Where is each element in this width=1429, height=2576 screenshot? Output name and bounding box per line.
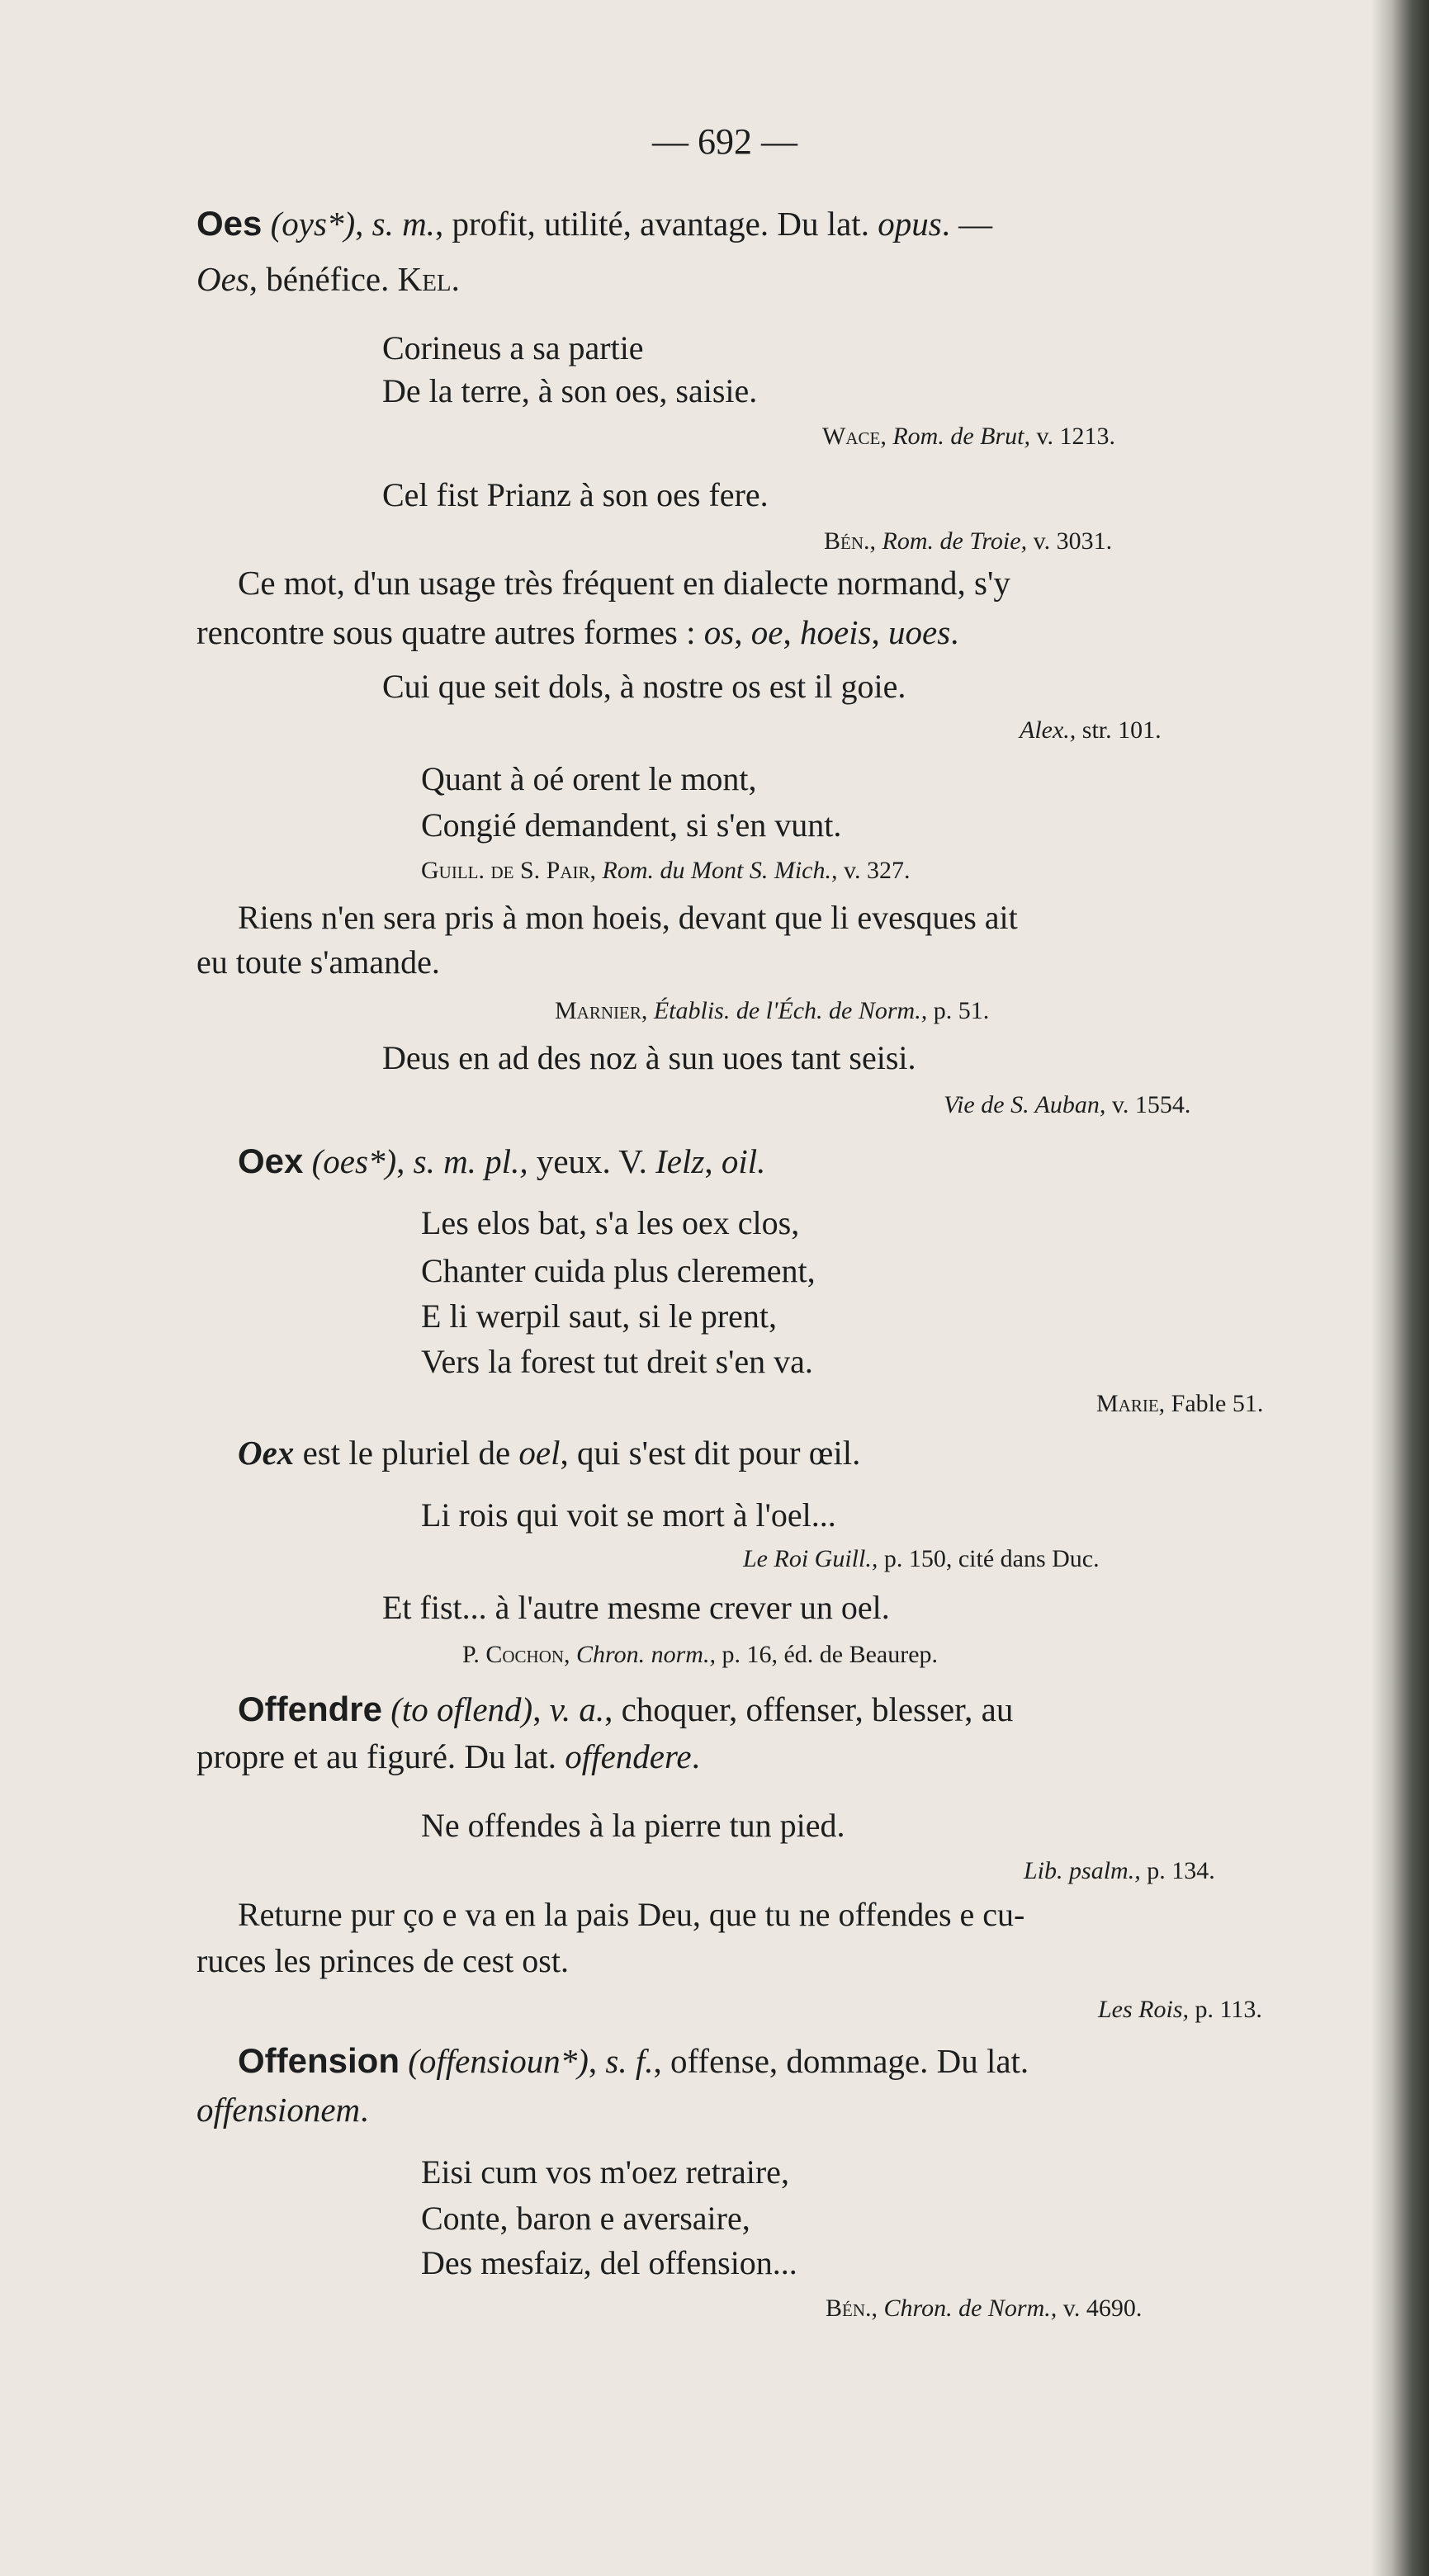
definition: profit, utilité, avantage. Du lat. — [452, 205, 869, 243]
quote-line: Cel fist Prianz à son oes fere. — [382, 476, 769, 513]
variant: Oes — [196, 260, 249, 298]
quote-line: Les elos bat, s'a les oex clos, — [421, 1204, 800, 1241]
quote-line: Chanter cuida plus clerement, — [421, 1252, 816, 1289]
entry-oes-line2 — [196, 262, 460, 296]
pronunciation: (offensioun*) — [408, 2042, 589, 2080]
quote-line: Eisi cum vos m'oez retraire, — [421, 2153, 789, 2191]
quote-line: Conte, baron e aversaire, — [421, 2200, 750, 2237]
pronunciation: (oys*) — [270, 205, 356, 243]
quote-line: Li rois qui voit se mort à l'oel... — [421, 1496, 836, 1534]
citation: Guill. de S. Pair, Rom. du Mont S. Mich., v. 327. — [421, 857, 911, 884]
etymon: opus — [878, 205, 942, 243]
citation: Alex., str. 101. — [1020, 716, 1162, 744]
citation: Bén., Rom. de Troie, v. 3031. — [824, 527, 1113, 555]
quote-line: De la terre, à son oes, saisie. — [382, 372, 758, 409]
quote-line: Quant à oé orent le mont, — [421, 760, 757, 797]
entry-oes-line1: Oes (oys*), s. m., profit, utilité, avantage. Du lat. opus. — — [196, 204, 993, 243]
quote-line: Ne offendes à la pierre tun pied. — [421, 1807, 845, 1844]
headword: Offension — [238, 2041, 400, 2080]
quote-line: ruces les princes de cest ost. — [196, 1942, 569, 1979]
grammar: s. m. pl., — [413, 1142, 528, 1180]
citation: Le Roi Guill., p. 150, cité dans Duc. — [743, 1545, 1100, 1572]
definition: yeux. V. — [536, 1142, 647, 1180]
citation: Les Rois, p. 113. — [1098, 1996, 1262, 2023]
entry-offendre-line1: Offendre (to oflend), v. a., choquer, offenser, blesser, au — [238, 1690, 1014, 1728]
quote-line: Riens n'en sera pris à mon hoeis, devant que li evesques ait — [238, 899, 1018, 936]
entry-offension-line2: offensionem. — [196, 2091, 369, 2129]
paragraph-line: Ce mot, d'un usage très fréquent en dialecte normand, s'y — [238, 564, 1010, 602]
quote-line: Vers la forest tut dreit s'en va. — [421, 1343, 813, 1380]
headword: Oex — [238, 1141, 304, 1180]
paragraph-line: rencontre sous quatre autres formes : os, oe, hoeis, uoes. — [196, 613, 959, 651]
entry-offension-line1: Offension (offensioun*), s. f., offense, dommage. Du lat. — [238, 2041, 1029, 2080]
quote-line: E li werpil saut, si le prent, — [421, 1297, 778, 1335]
headword: Oes — [196, 204, 263, 243]
citation: Lib. psalm., p. 134. — [1024, 1857, 1215, 1884]
citation: Wace, Rom. de Brut, v. 1213. — [822, 423, 1116, 450]
grammar: s. m. — [371, 205, 435, 243]
abbreviation: Kel. — [397, 260, 460, 298]
book-gutter-shadow — [1371, 0, 1429, 2576]
headword: Offendre — [238, 1690, 383, 1728]
pronunciation: (to oflend) — [390, 1690, 533, 1728]
quote-line: Corineus a sa partie — [382, 329, 644, 366]
quote-line: Congié demandent, si s'en vunt. — [421, 806, 842, 844]
grammar: v. a. — [549, 1690, 605, 1728]
entry-oex-line1: Oex (oes*), s. m. pl., yeux. V. Ielz, oil. — [238, 1141, 766, 1180]
pronunciation: (oes*) — [311, 1142, 397, 1180]
quote-line: Returne pur ço e va en la pais Deu, que tu ne offendes e cu- — [238, 1896, 1025, 1933]
citation: Vie de S. Auban, v. 1554. — [944, 1091, 1191, 1118]
entry-offendre-line2: propre et au figuré. Du lat. offendere. — [196, 1737, 700, 1775]
citation: Marnier, Établis. de l'Éch. de Norm., p. 51. — [555, 997, 990, 1024]
page-number: — 692 — — [652, 121, 797, 162]
citation: Marie, Fable 51. — [1096, 1390, 1264, 1417]
quote-line: eu toute s'amande. — [196, 943, 440, 981]
citation: Bén., Chron. de Norm., v. 4690. — [826, 2295, 1143, 2322]
variant-definition: , bénéfice. — [248, 260, 390, 298]
dash: . — — [941, 205, 993, 243]
quote-line: Cui que seit dols, à nostre os est il goie. — [382, 668, 906, 705]
citation: P. Cochon, Chron. norm., p. 16, éd. de Beaurep. — [462, 1641, 939, 1668]
grammar: s. f. — [605, 2042, 654, 2080]
quote-line: Et fist... à l'autre mesme crever un oel. — [382, 1589, 890, 1626]
paragraph-line: Oex est le pluriel de oel, qui s'est dit pour œil. — [238, 1434, 861, 1472]
quote-line: Des mesfaiz, del offension... — [421, 2244, 797, 2281]
quote-line: Deus en ad des noz à sun uoes tant seisi. — [382, 1039, 916, 1076]
